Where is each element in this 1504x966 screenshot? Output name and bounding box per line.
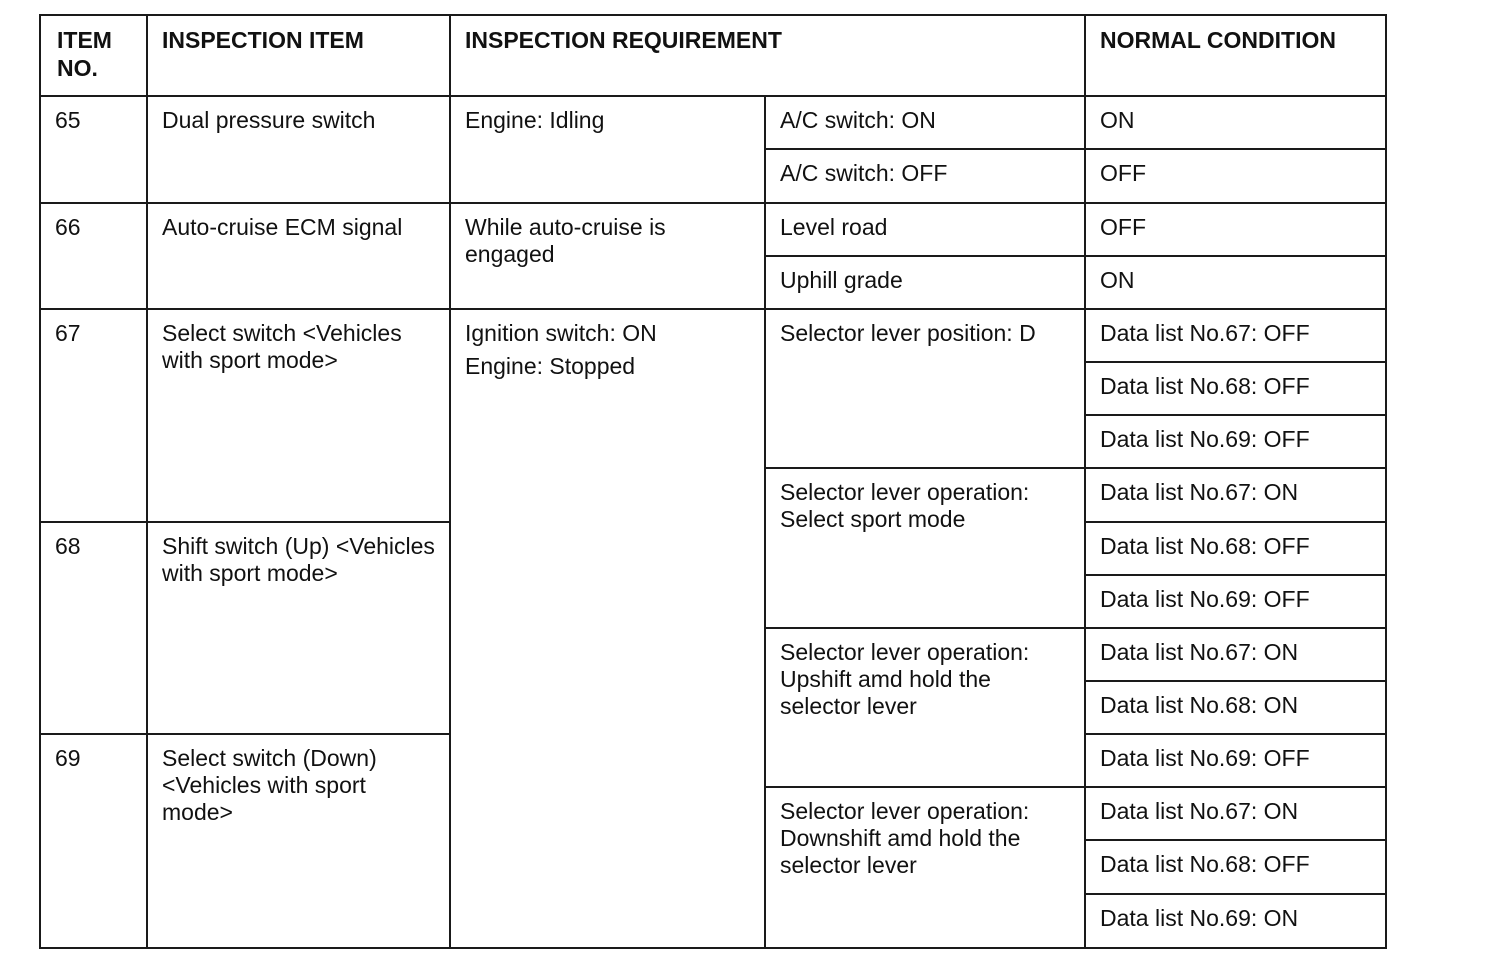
normal-condition-cell: Data list No.69: OFF: [1085, 734, 1386, 787]
requirement-line: Ignition switch: ON: [465, 319, 657, 346]
inspection-item-cell: Dual pressure switch: [147, 96, 450, 202]
normal-condition-cell: Data list No.69: ON: [1085, 894, 1386, 948]
normal-condition-cell: Data list No.68: OFF: [1085, 362, 1386, 415]
inspection-item-cell: Select switch <Vehicles with sport mode>: [147, 309, 450, 522]
normal-condition-cell: ON: [1085, 256, 1386, 309]
header-item-no: ITEM NO.: [40, 15, 147, 96]
table-row: [40, 309, 1386, 362]
condition-cell: Uphill grade: [765, 256, 1085, 309]
normal-condition-cell: Data list No.69: OFF: [1085, 575, 1386, 628]
header-normal-condition: NORMAL CONDITION: [1085, 15, 1386, 96]
condition-cell: Selector lever operation: Upshift amd hold the selector lever: [765, 628, 1085, 787]
condition-cell: Selector lever position: D: [765, 309, 1085, 468]
normal-condition-cell: Data list No.69: OFF: [1085, 415, 1386, 468]
requirement-line: Engine: Stopped: [465, 352, 636, 379]
normal-condition-cell: Data list No.67: ON: [1085, 468, 1386, 521]
table-row: [40, 96, 1386, 149]
header-row: [40, 15, 1386, 96]
item-no-cell: 65: [40, 96, 147, 202]
item-no-cell: 68: [40, 522, 147, 735]
item-no-cell: 69: [40, 734, 147, 948]
condition-cell: A/C switch: OFF: [765, 149, 1085, 202]
normal-condition-cell: ON: [1085, 96, 1386, 149]
requirement-cell: Engine: Idling: [450, 96, 765, 202]
normal-condition-cell: Data list No.68: OFF: [1085, 840, 1386, 893]
requirement-cell-67-69: [450, 309, 765, 948]
normal-condition-cell: OFF: [1085, 203, 1386, 256]
table-row: [40, 203, 1386, 256]
normal-condition-cell: Data list No.67: ON: [1085, 787, 1386, 840]
normal-condition-cell: Data list No.68: OFF: [1085, 522, 1386, 575]
inspection-table: [39, 14, 1387, 949]
normal-condition-cell: Data list No.67: ON: [1085, 628, 1386, 681]
normal-condition-cell: Data list No.67: OFF: [1085, 309, 1386, 362]
item-no-cell: 67: [40, 309, 147, 522]
header-inspection-requirement: INSPECTION REQUIREMENT: [450, 15, 1085, 96]
inspection-item-cell: Shift switch (Up) <Vehicles with sport mode>: [147, 522, 450, 735]
normal-condition-cell: Data list No.68: ON: [1085, 681, 1386, 734]
condition-cell: A/C switch: ON: [765, 96, 1085, 149]
condition-cell: Level road: [765, 203, 1085, 256]
header-inspection-item: INSPECTION ITEM: [147, 15, 450, 96]
requirement-cell: While auto-cruise is engaged: [450, 203, 765, 309]
condition-cell: Selector lever operation: Downshift amd hold the selector lever: [765, 787, 1085, 948]
inspection-item-cell: Auto-cruise ECM signal: [147, 203, 450, 309]
normal-condition-cell: OFF: [1085, 149, 1386, 202]
item-no-cell: 66: [40, 203, 147, 309]
condition-cell: Selector lever operation: Select sport mode: [765, 468, 1085, 627]
inspection-item-cell: Select switch (Down) <Vehicles with sport mode>: [147, 734, 450, 948]
